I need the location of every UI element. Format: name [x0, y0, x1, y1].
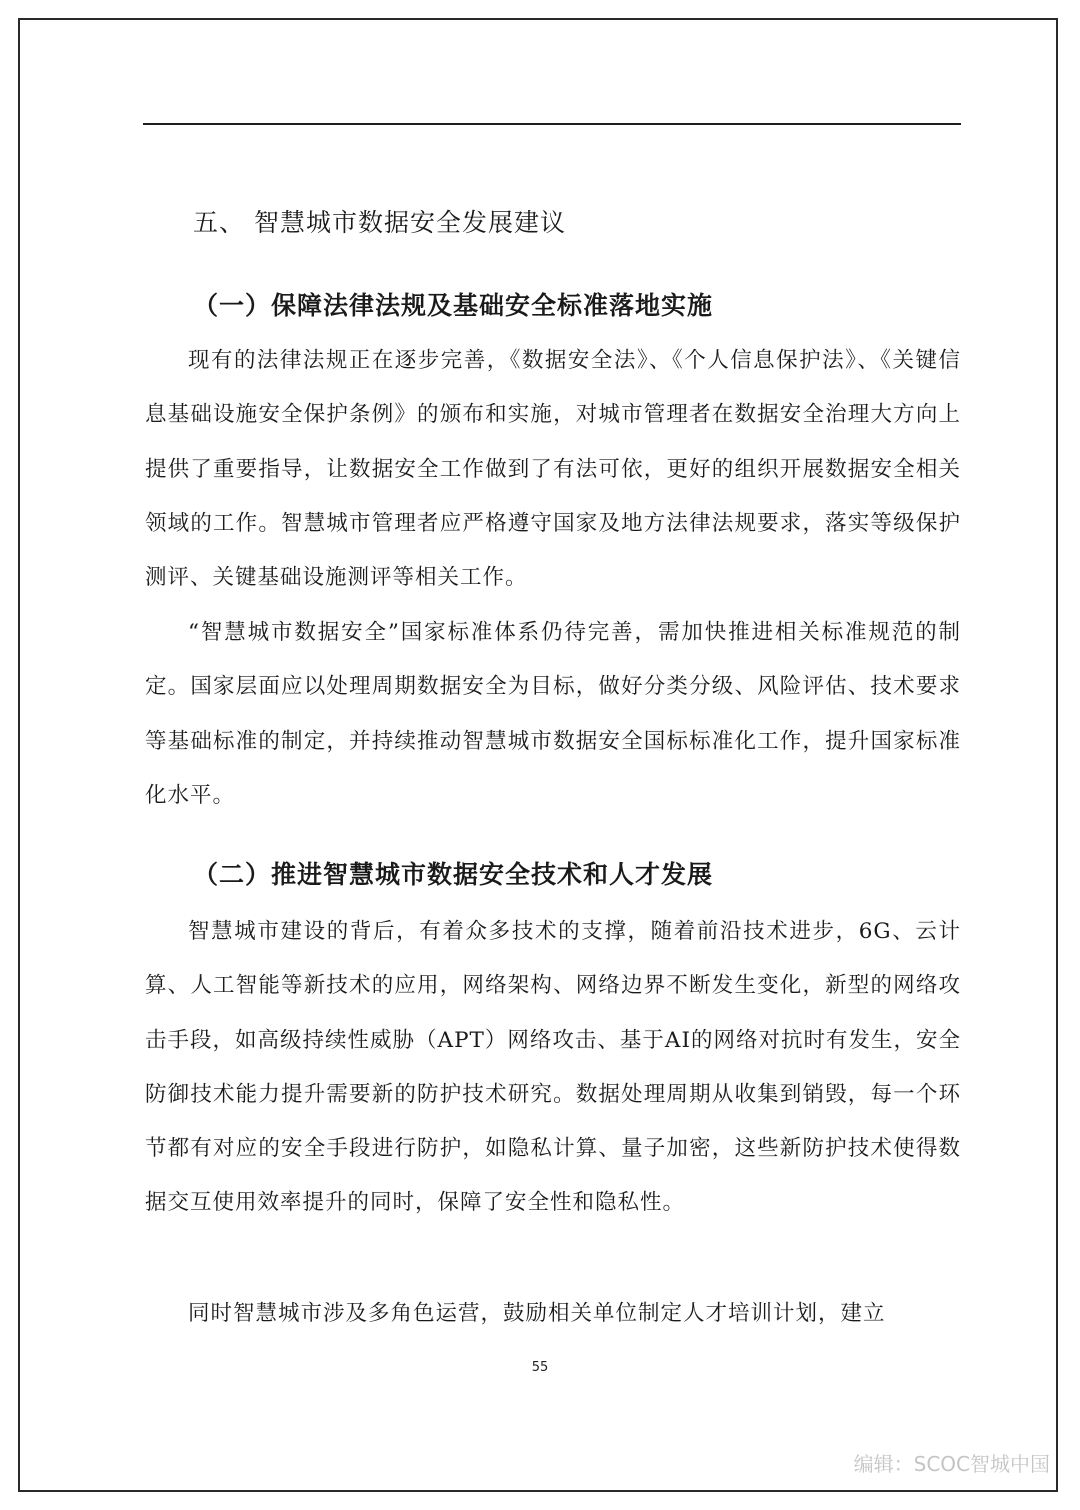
section-heading: 五、 智慧城市数据安全发展建议: [193, 208, 566, 237]
subsection-heading-1: （一）保障法律法规及基础安全标准落地实施: [193, 291, 714, 320]
page-number: 55: [531, 1360, 549, 1375]
editor-watermark: 编辑：SCOC智城中国: [853, 1452, 1050, 1476]
paragraph-talent: 同时智慧城市涉及多角色运营，鼓励相关单位制定人才培训计划，建立: [188, 1301, 886, 1326]
header-rule: [143, 123, 961, 125]
paragraph-technology: 智慧城市建设的背后，有着众多技术的支撑，随着前沿技术进步，6G、云计算、人工智能等新技术的应用，网络架构、网络边界不断发生变化，新型的网络攻击手段，如高级持续性威胁（APT）网络攻击、基于AI的网络对抗时有发生，安全防御技术能力提升需要新的防护技术研究。数据处理周期从收集到销毁，每一个环节都有对应的安全手段进行防护，如隐私计算、量子加密，这些新防护技术使得数据交互使用效率提升的同时，保障了安全性和隐私性。: [145, 919, 961, 1216]
paragraph-standards: “智慧城市数据安全”国家标准体系仍待完善，需加快推进相关标准规范的制定。国家层面应以处理周期数据安全为目标，做好分类分级、风险评估、技术要求等基础标准的制定，并持续推动智慧城市数据安全国标标准化工作，提升国家标准化水平。: [145, 620, 961, 808]
paragraph-laws: 现有的法律法规正在逐步完善，《数据安全法》、《个人信息保护法》、《关键信息基础设施安全保护条例》的颁布和实施，对城市管理者在数据安全治理大方向上提供了重要指导，让数据安全工作做到了有法可依，更好的组织开展数据安全相关领域的工作。智慧城市管理者应严格遵守国家及地方法律法规要求，落实等级保护测评、关键基础设施测评等相关工作。: [145, 348, 961, 591]
subsection-heading-2: （二）推进智慧城市数据安全技术和人才发展: [193, 860, 714, 889]
